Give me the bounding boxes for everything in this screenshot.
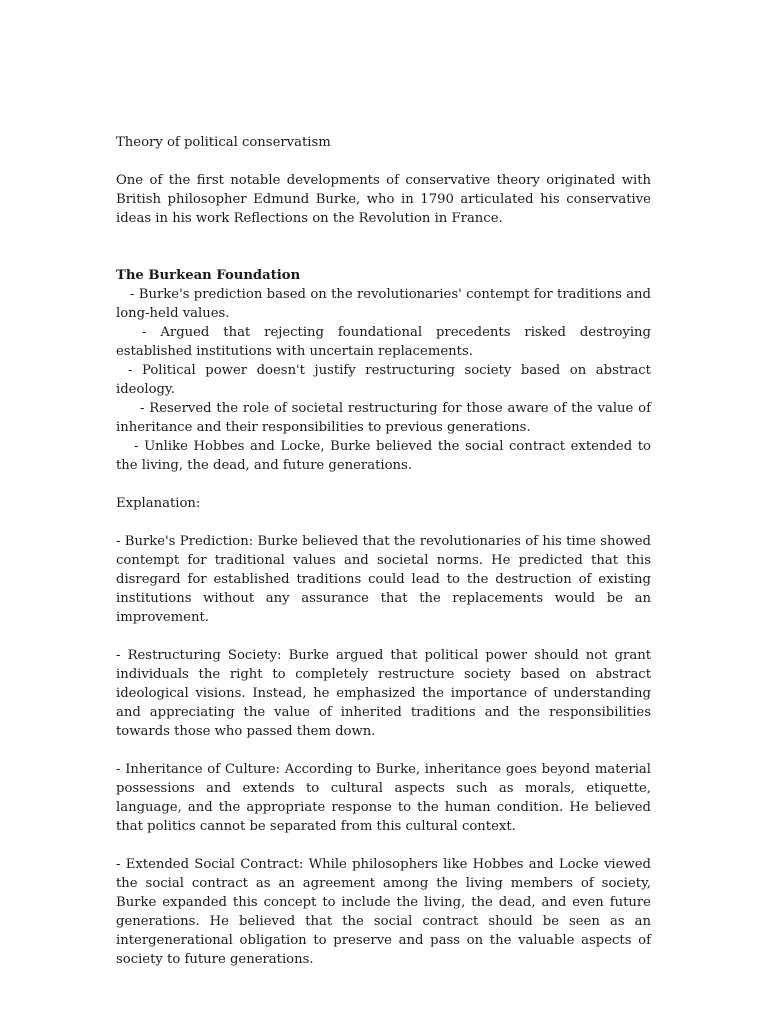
bullet-list [116, 285, 651, 475]
explanation-label: Explanation: [116, 496, 201, 511]
bullet-item: - Burke's prediction based on the revolutionaries' contempt for traditions and long-held values. [116, 287, 651, 321]
explanation-paragraph: - Extended Social Contract: While philosophers like Hobbes and Locke viewed the social contract as an agreement among the living members of society, Burke expanded this concept to include the living, the dead, and even future generations. He believed that the social contract should be seen as an intergenerational obligation to preserve and pass on the valuable aspects of society to future generations. [116, 857, 651, 967]
bullet-item: - Reserved the role of societal restructuring for those aware of the value of inheritance and their responsibilities to previous generations. [116, 401, 651, 435]
document-page [116, 133, 651, 969]
section-heading: The Burkean Foundation [116, 268, 301, 283]
explanation-paragraph: - Burke's Prediction: Burke believed that the revolutionaries of his time showed contempt for traditional values and societal norms. He predicted that this disregard for established traditions could lead to the destruction of existing institutions without any assurance that the replacements would be an improvement. [116, 534, 651, 625]
document-title: Theory of political conservatism [116, 135, 331, 150]
explanation-paragraph: - Inheritance of Culture: According to Burke, inheritance goes beyond material possessions and extends to cultural aspects such as morals, etiquette, language, and the appropriate response to the human condition. He believed that politics cannot be separated from this cultural context. [116, 762, 651, 834]
intro-paragraph: One of the first notable developments of conservative theory originated with British philosopher Edmund Burke, who in 1790 articulated his conservative ideas in his work Reflections on the Revolution in France. [116, 173, 651, 226]
bullet-item: - Argued that rejecting foundational precedents risked destroying established institutions with uncertain replacements. [116, 325, 651, 359]
bullet-item: - Unlike Hobbes and Locke, Burke believed the social contract extended to the living, the dead, and future generations. [116, 439, 651, 473]
bullet-item: - Political power doesn't justify restructuring society based on abstract ideology. [116, 363, 651, 397]
explanation-paragraph: - Restructuring Society: Burke argued that political power should not grant individuals the right to completely restructure society based on abstract ideological visions. Instead, he emphasized the importance of understanding and appreciating the value of inherited traditions and the responsibilities towards those who passed them down. [116, 648, 651, 739]
